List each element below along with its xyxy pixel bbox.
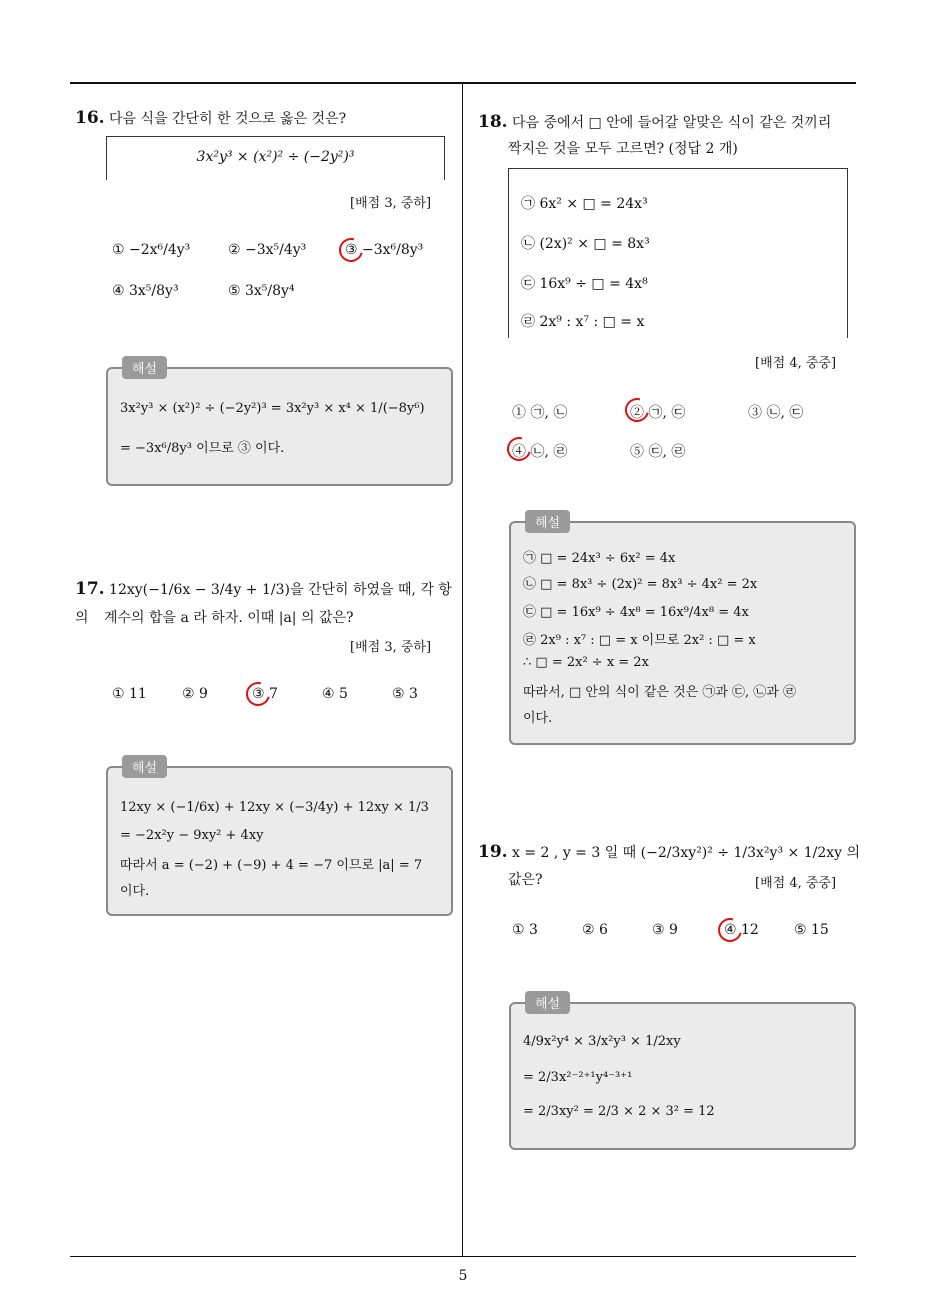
solution-line: 따라서, □ 안의 식이 같은 것은 ㉠과 ㉢, ㉡과 ㉣ [523, 685, 796, 700]
box-item: ㉢ 16x⁹ ÷ □ = 4x⁸ [521, 276, 648, 292]
choice-3[interactable]: ③ 7 [252, 686, 278, 702]
question-number: 17. [75, 579, 105, 599]
choice-4[interactable]: ④ 12 [724, 922, 759, 938]
question-number: 16. [75, 108, 105, 128]
solution-line: 3x²y³ × (x²)² ÷ (−2y²)³ = 3x²y³ × x⁴ × 1/(−8y⁶) [120, 401, 425, 416]
question-text-2: 계수의 합을 a 라 하자. 이때 |a| 의 값은? [104, 610, 354, 626]
box-item: ㉠ 6x² × □ = 24x³ [521, 196, 648, 212]
question-number: 19. [478, 842, 508, 862]
solution-line: 이다. [523, 711, 553, 726]
question-18 [478, 108, 858, 137]
question-text-2: 짝지은 것을 모두 고르면? (정답 2 개) [508, 141, 738, 157]
items-box [508, 168, 848, 338]
question-19 [478, 838, 863, 867]
difficulty-tag: [배점 4, 중중] [755, 876, 837, 891]
choice-2[interactable]: ② ㉠, ㉢ [630, 405, 686, 421]
solution-line: 12xy × (−1/6x) + 12xy × (−3/4y) + 12xy × 1/3 [120, 800, 429, 815]
box-item: ㉣ 2x⁹ : x⁷ : □ = x [521, 314, 645, 330]
solution-line: ㉠ □ = 24x³ ÷ 6x² = 4x [523, 551, 676, 566]
expression-box [106, 136, 445, 180]
answer-mark [335, 234, 368, 267]
choice-5[interactable]: ⑤ ㉢, ㉣ [630, 444, 686, 460]
solution-label: 해설 [525, 991, 570, 1014]
solution-box-17 [106, 761, 453, 916]
question-text: 다음 식을 간단히 한 것으로 옳은 것은? [109, 111, 347, 127]
answer-mark [242, 678, 275, 711]
solution-label: 해설 [122, 755, 167, 778]
choice-4[interactable]: ④ 3x⁵/8y³ [112, 283, 179, 299]
solution-line: = 2/3x²⁻²⁺¹y⁴⁻³⁺¹ [523, 1070, 633, 1085]
solution-label: 해설 [525, 510, 570, 533]
choice-1[interactable]: ① −2x⁶/4y³ [112, 242, 191, 258]
solution-line: = −3x⁶/8y³ 이므로 ③ 이다. [120, 441, 285, 456]
choice-2[interactable]: ② −3x⁵/4y³ [228, 242, 307, 258]
solution-line: ㉣ 2x⁹ : x⁷ : □ = x 이므로 2x² : □ = x [523, 633, 756, 648]
top-rule [70, 82, 856, 84]
column-divider [462, 84, 463, 1256]
question-16 [75, 104, 455, 133]
difficulty-tag: [배점 3, 중하] [350, 640, 432, 655]
choice-1[interactable]: ① ㉠, ㉡ [512, 405, 568, 421]
choice-1[interactable]: ① 3 [512, 922, 538, 938]
question-text-2: 값은? [508, 872, 543, 888]
solution-line: 이다. [120, 884, 150, 899]
solution-line: 따라서 a = (−2) + (−9) + 4 = −7 이므로 |a| = 7 [120, 858, 423, 873]
choice-5[interactable]: ⑤ 15 [794, 922, 829, 938]
box-item: ㉡ (2x)² × □ = 8x³ [521, 236, 650, 252]
choice-5[interactable]: ⑤ 3x⁵/8y⁴ [228, 283, 295, 299]
choice-4[interactable]: ④ ㉡, ㉣ [512, 444, 568, 460]
answer-mark [714, 914, 747, 947]
solution-label: 해설 [122, 356, 167, 379]
solution-line: = −2x²y − 9xy² + 4xy [120, 828, 264, 843]
solution-box-19 [509, 997, 856, 1150]
choice-3[interactable]: ③ 9 [652, 922, 678, 938]
solution-line: ㉢ □ = 16x⁹ ÷ 4x⁸ = 16x⁹/4x⁸ = 4x [523, 605, 749, 620]
choice-3[interactable]: ③ ㉡, ㉢ [748, 405, 804, 421]
page-number: 5 [458, 1268, 468, 1284]
solution-line: = 2/3xy² = 2/3 × 2 × 3² = 12 [523, 1104, 715, 1119]
question-text: 다음 중에서 □ 안에 들어갈 알맞은 식이 같은 것끼리 [512, 115, 832, 131]
bottom-rule [70, 1256, 856, 1257]
solution-line: 4/9x²y⁴ × 3/x²y³ × 1/2xy [523, 1034, 681, 1049]
solution-line: ㉡ □ = 8x³ ÷ (2x)² = 8x³ ÷ 4x² = 2x [523, 577, 758, 592]
difficulty-tag: [배점 4, 중중] [755, 356, 837, 371]
solution-box-18 [509, 516, 856, 745]
solution-line: ∴ □ = 2x² ÷ x = 2x [523, 655, 649, 670]
expression: 3x²y³ × (x²)² ÷ (−2y²)³ [196, 149, 355, 165]
solution-box-16 [106, 362, 453, 486]
question-number: 18. [478, 112, 508, 132]
choice-3[interactable]: ③ −3x⁶/8y³ [345, 242, 424, 258]
choice-1[interactable]: ① 11 [112, 686, 147, 702]
choice-4[interactable]: ④ 5 [322, 686, 348, 702]
choice-2[interactable]: ② 9 [182, 686, 208, 702]
choice-2[interactable]: ② 6 [582, 922, 608, 938]
question-text: x = 2 , y = 3 일 때 (−2/3xy²)² ÷ 1/3x²y³ × 1/2xy 의 [512, 845, 861, 861]
question-text: 12xy(−1/6x − 3/4y + 1/3)을 간단히 하였을 때, 각 항의 [75, 582, 452, 626]
choice-5[interactable]: ⑤ 3 [392, 686, 418, 702]
difficulty-tag: [배점 3, 중하] [350, 196, 432, 211]
